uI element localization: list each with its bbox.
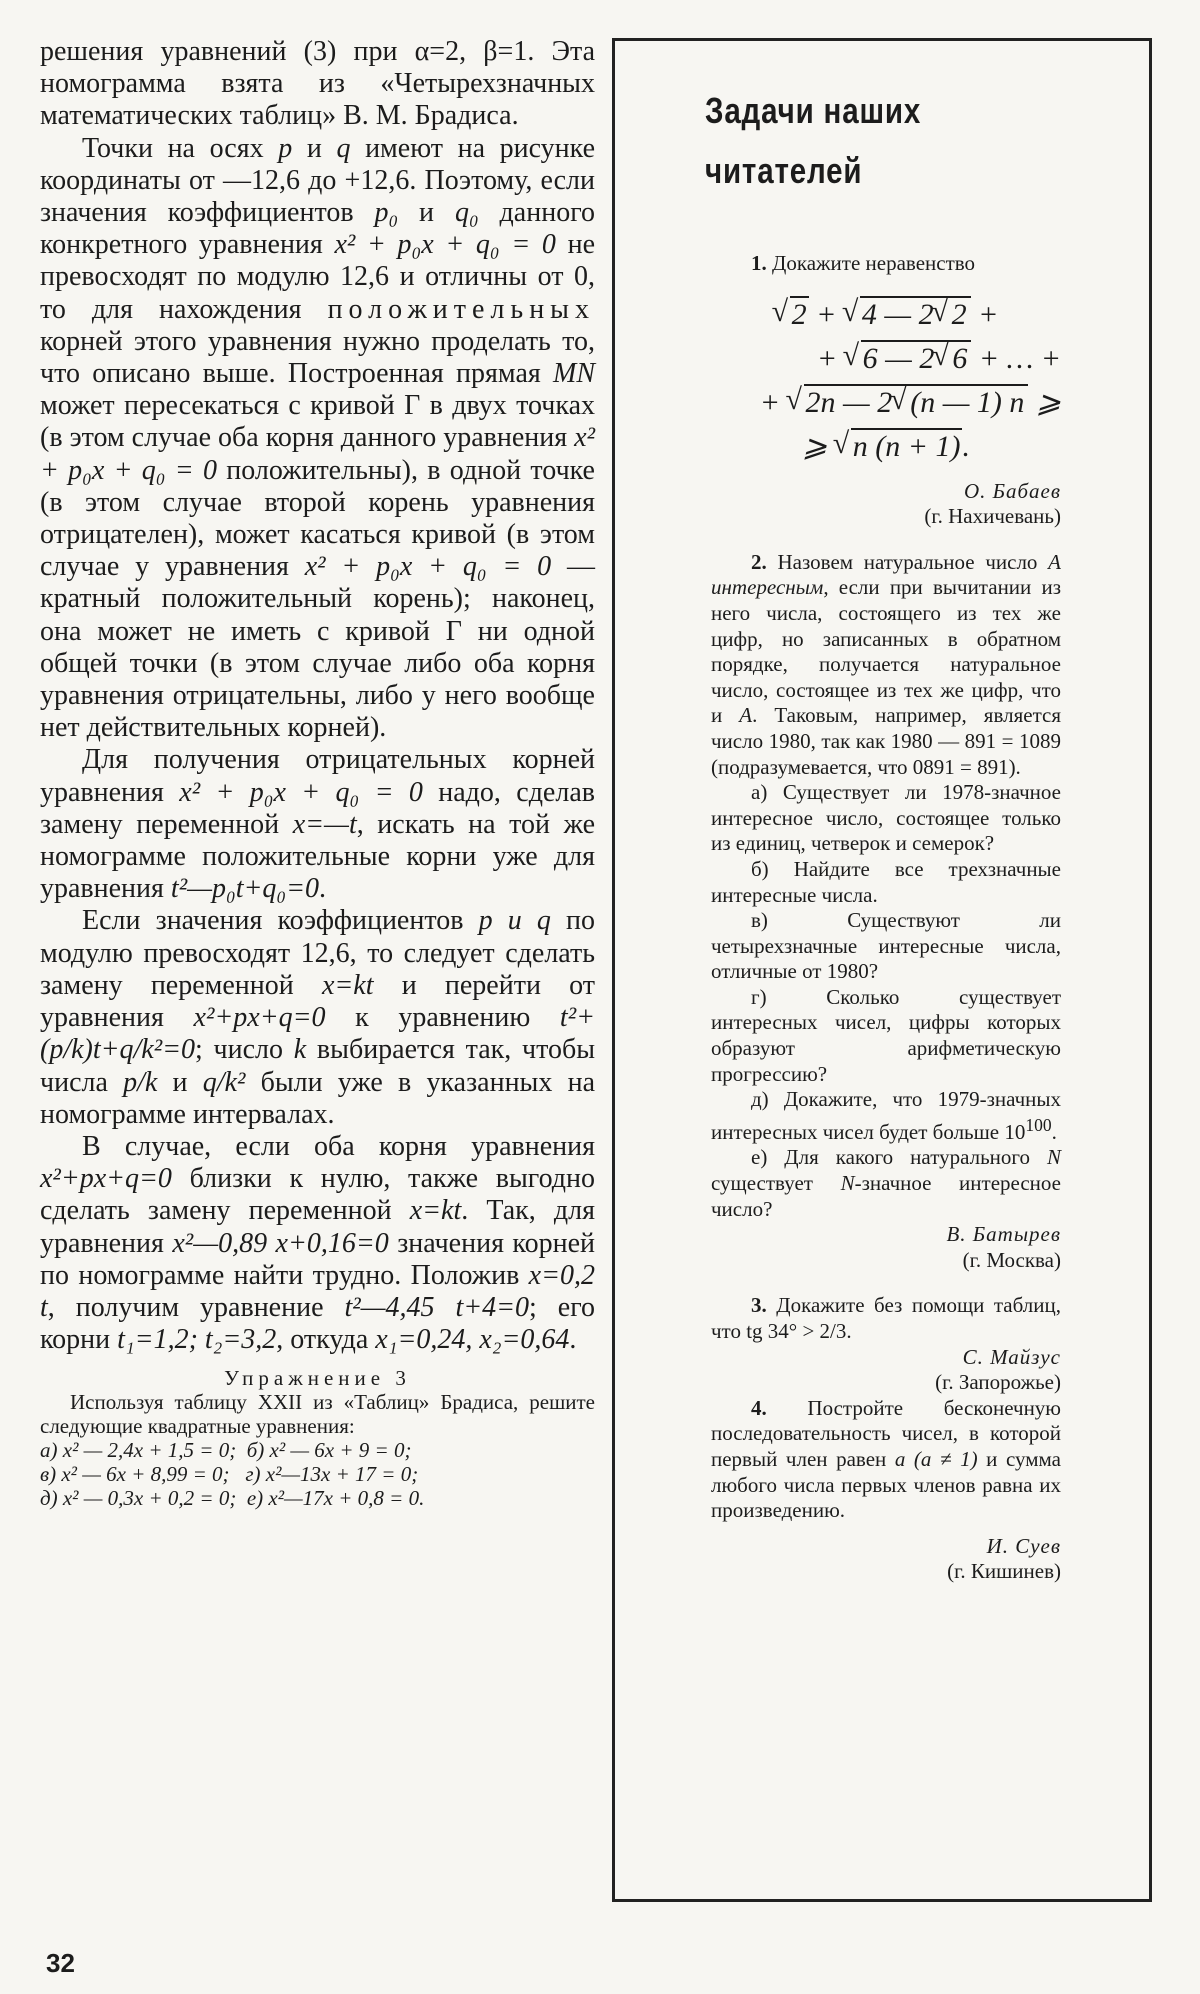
paragraph: Для получения отрицательных корней уравнения x² + p₀x + q₀ = 0 надо, сделав замену переменной x=—t, искать на той же номограмме положительные корни уже для уравнения t²—p₀t+q₀=0. [40, 744, 595, 905]
author-name: С. Майзус [962, 1344, 1061, 1369]
page-number: 32 [46, 1948, 75, 1978]
author-city: (г. Запорожье) [935, 1370, 1061, 1395]
exercise-intro: Используя таблицу XXII из «Таблиц» Брадиса, решите следующие квадратные уравнения: [40, 1390, 595, 1439]
author-name: О. Бабаев [963, 478, 1061, 503]
exercise-block [40, 1366, 595, 1510]
paragraph: В случае, если оба корня уравнения x²+px+q=0 близки к нулю, также выгодно сделать замену переменной x=kt. Так, для уравнения x²—0,89 x+0,16=0 значения корней по номограмме найти трудно. Положив x=0,2 t, получим уравнение t²—4,45 t+4=0; его корни t₁=1,2; t₂=3,2, откуда x₁=0,24, x₂=0,64. [40, 1130, 596, 1356]
exercise-row: д) x² — 0,3x + 0,2 = 0; е) x²—17x + 0,8 = 0. [40, 1486, 425, 1511]
equation: t²—p₀t+q₀=0 [170, 873, 320, 905]
problem-4: 4. Постройте бесконечную последовательность чисел, в которой первый член равен a (a ≠ 1) и сумма любого числа первых членов равна их произведению. И. Суев (г. Кишинев) [711, 1395, 1061, 1584]
equation: x²+px+q=0 [193, 1002, 326, 1034]
problem-2: 2. Назовем натуральное число А интересным, если при вычитании из него числа, состоящего из тех же цифр, но записанных в обратном порядке, получается натуральное число, состоящее из тех же цифр, что и А. Таковым, например, является число 1980, так как 1980 — 891 = 1089 (подразумевается, что 0891 = 891). а) Существует ли 1978-значное интересное число, состоящее только из единиц, четверок и семерок? б) Найдите все трехзначные интересные числа. в) Существуют ли четырехзначные интересные числа, отличные от 1980? г) Сколько существует интересных чисел, цифры которых образуют арифметическую прогрессию? д) Докажите, что 1979-значных интересных чисел будет больше $10^{100}$. е) Для какого натурального N существует N-значное интересное число? В. Батырев (г. Москва) [711, 549, 1061, 1272]
inequality-formula: √ 2 + √ 4 — 2√ 2 + + √ 6 — 2√ 6 + … + + √ 2n — 2√ (n — 1) n ⩾ ⩾ √ n (n + 1). [711, 293, 1061, 469]
problem-1: 1. Докажите неравенство √ 2 + √ 4 — 2√ 2 + + √ 6 — 2√ 6 + … + + √ 2n — 2√ (n — 1) n ⩾ ⩾ √ n (n + 1). О. Бабаев (г. Нахичевань) [711, 251, 1061, 530]
equation: t²+(p/k)t+q/k²=0 [40, 1002, 595, 1066]
author-city: (г. Нахичевань) [924, 504, 1061, 529]
author-city: (г. Кишинев) [947, 1559, 1061, 1584]
problem-3: 3. Докажите без помощи таблиц, что tg 34° > 2/3. С. Майзус (г. Запорожье) [711, 1293, 1061, 1395]
readers-problems-box [612, 38, 1152, 1902]
exercise-row: в) x² — 6x + 8,99 = 0; г) x²—13x + 17 = 0; [40, 1462, 419, 1487]
exercise-row: а) x² — 2,4x + 1,5 = 0; б) x² — 6x + 9 = 0; [40, 1438, 412, 1463]
paragraph: Если значения коэффициентов p и q по модулю превосходят 12,6, то следует сделать замену переменной x=kt и перейти от уравнения x²+px+q=0 к уравнению t²+(p/k)t+q/k²=0; число k выбирается так, чтобы числа p/k и q/k² были уже в указанных на номограмме интервалах. [40, 905, 596, 1130]
author-city: (г. Москва) [962, 1247, 1061, 1272]
main-text-column [40, 36, 595, 1510]
paragraph: Точки на осях p и q имеют на рисунке координаты от —12,6 до +12,6. Поэтому, если значения коэффициентов p₀ и q₀ данного конкретного уравнения x² + p₀x + q₀ = 0 не превосходят по модулю 12,6 и отличны от 0, то для нахождения положительных корней этого уравнения нужно проделать то, что описано выше. Построенная прямая MN может пересекаться с кривой Г в двух точках (в этом случае оба корня данного уравнения x² + p₀x + q₀ = 0 положительны), в одной точке (в этом случае второй корень уравнения отрицателен), может касаться кривой (в этом случае у уравнения x² + p₀x + q₀ = 0 — кратный положительный корень); наконец, она может не иметь с кривой Г ни одной общей точки (в этом случае либо оба корня уравнения отрицательны, либо у него вообще нет действительных корней). [40, 132, 596, 744]
equation: x² + p₀x + q₀ = 0 [40, 422, 595, 486]
author-name: В. Батырев [946, 1222, 1061, 1247]
author-name: И. Суев [986, 1533, 1061, 1558]
equation: x² + p₀x + q₀ = 0 [304, 551, 552, 583]
sidebar-title: Задачи наших читателей [705, 90, 922, 191]
equation: x² + p₀x + q₀ = 0 [334, 229, 556, 261]
equation: x²+px+q=0 [40, 1163, 172, 1195]
problems-list [711, 251, 1061, 1585]
equation: t²—4,45 t+4=0 [344, 1291, 530, 1323]
exercise-title: Упражнение 3 [224, 1366, 411, 1391]
paragraph: решения уравнений (3) при α=2, β=1. Эта номограмма взята из «Четырехзначных математических таблиц» В. М. Брадиса. [40, 36, 595, 132]
equation: x²—0,89 x+0,16=0 [172, 1227, 389, 1259]
equation: x² + p₀x + q₀ = 0 [179, 776, 423, 808]
